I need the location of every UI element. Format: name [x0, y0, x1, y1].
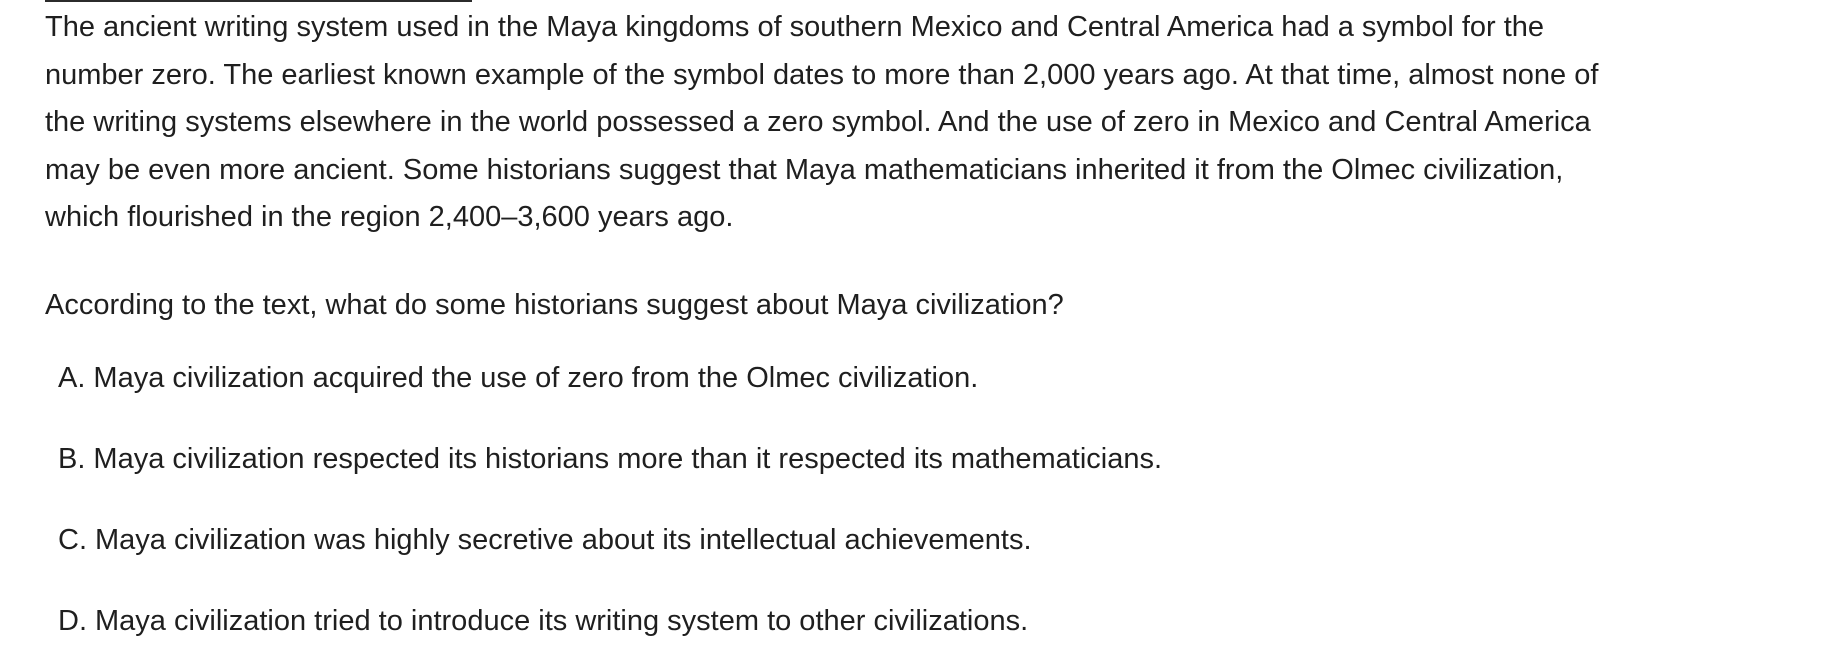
top-divider: [45, 0, 472, 2]
passage-line: The ancient writing system used in the Maya kingdoms of southern Mexico and Central America had a symbol for the: [45, 11, 1545, 43]
passage-line: which flourished in the region 2,400–3,600 years ago.: [45, 201, 734, 233]
choice-text: Maya civilization respected its historians more than it respected its mathematicians.: [93, 443, 1163, 475]
choice-text: Maya civilization tried to introduce its writing system to other civilizations.: [95, 605, 1029, 637]
passage: [45, 4, 1805, 242]
choice-letter: D.: [58, 605, 87, 637]
answer-choices: [58, 355, 1162, 645]
choice-letter: A.: [58, 362, 86, 394]
choice-b[interactable]: [58, 436, 1162, 483]
choice-text: Maya civilization acquired the use of zero from the Olmec civilization.: [93, 362, 979, 394]
choice-c[interactable]: [58, 517, 1162, 564]
choice-a[interactable]: [58, 355, 1162, 402]
choice-text: Maya civilization was highly secretive about its intellectual achievements.: [95, 524, 1032, 556]
choice-letter: C.: [58, 524, 87, 556]
passage-line: the writing systems elsewhere in the world possessed a zero symbol. And the use of zero in Mexico and Central America: [45, 106, 1591, 138]
question-text: According to the text, what do some historians suggest about Maya civilization?: [45, 289, 1064, 321]
passage-line: number zero. The earliest known example of the symbol dates to more than 2,000 years ago. At that time, almost none of: [45, 58, 1599, 91]
choice-letter: B.: [58, 443, 86, 475]
passage-line: may be even more ancient. Some historians suggest that Maya mathematicians inherited it from the Olmec civilization,: [45, 153, 1564, 186]
choice-d[interactable]: [58, 598, 1162, 645]
